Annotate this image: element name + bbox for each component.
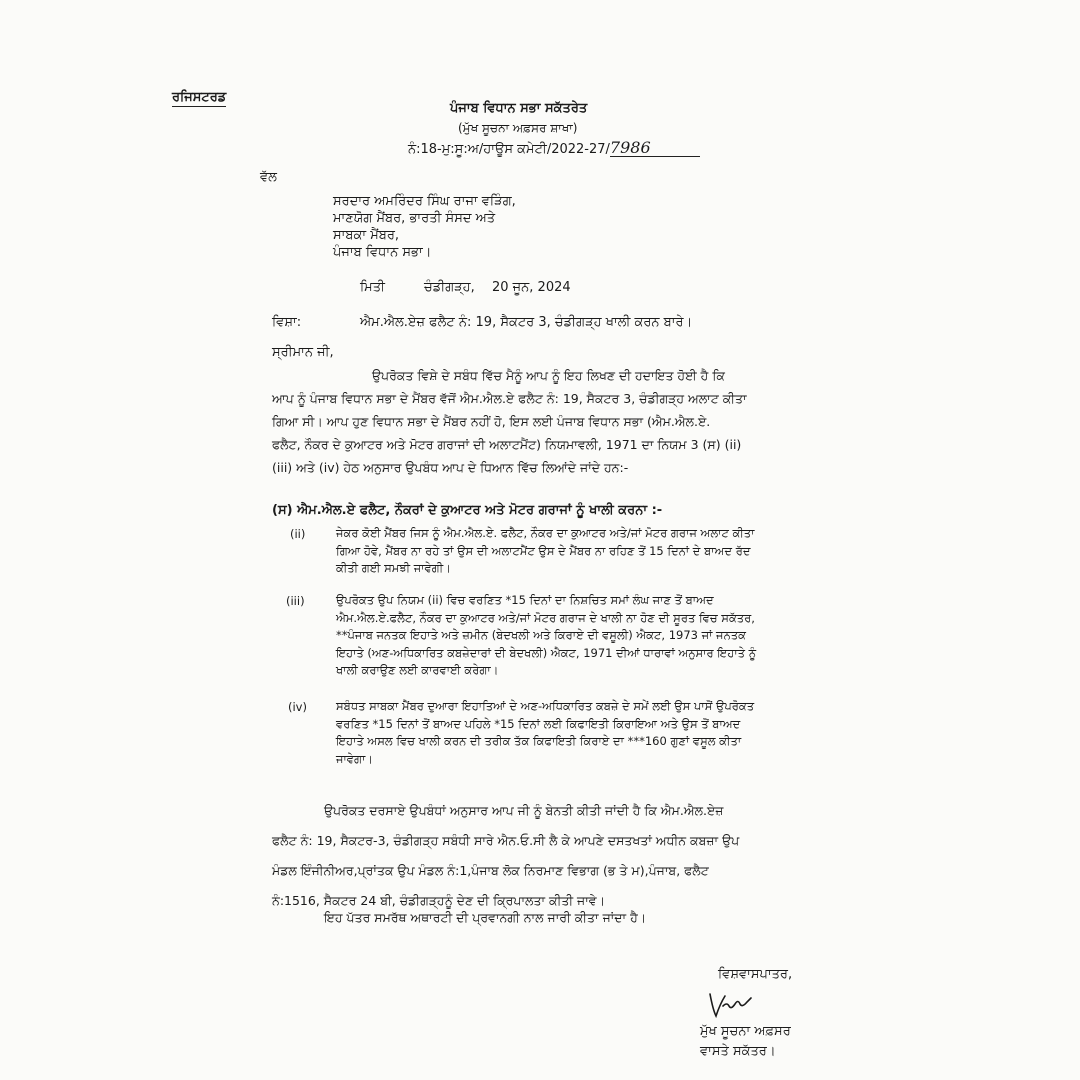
signature-mark [707,990,759,1020]
paragraph-line: ਆਪ ਨੂੰ ਪੰਜਾਬ ਵਿਧਾਨ ਸਭਾ ਦੇ ਮੈਂਬਰ ਵੱਜੋਂ ਐਮ.ਐਲ.ਏ ਫਲੈਟ ਨੰ: 19, ਸੈਕਟਰ 3, ਚੰਡੀਗੜ੍ਹ ਅਲਾਟ ਕੀਤਾ [272,391,747,406]
clause-line: **ਪੰਜਾਬ ਜਨਤਕ ਇਹਾਤੇ ਅਤੇ ਜ਼ਮੀਨ (ਬੇਦਖਲੀ ਅਤੇ ਕਿਰਾਏ ਦੀ ਵਸੂਲੀ) ਐਕਟ, 1973 ਜਾਂ ਜਨਤਕ [336,628,746,642]
paragraph-line: ਉਪਰੋਕਤ ਵਿਸ਼ੇ ਦੇ ਸਬੰਧ ਵਿੱਚ ਮੈਨੂੰ ਆਪ ਨੂੰ ਇਹ ਲਿਖਣ ਦੀ ਹਦਾਇਤ ਹੋਈ ਹੈ ਕਿ [372,368,725,383]
clause-line: ਖਾਲੀ ਕਰਾਉਣ ਲਈ ਕਾਰਵਾਈ ਕਰੇਗਾ। [336,663,499,677]
clause-line: ਇਹਾਤੇ ਅਸਲ ਵਿਚ ਖਾਲੀ ਕਰਨ ਦੀ ਤਰੀਕ ਤੱਕ ਕਿਫਾਇਤੀ ਕਿਰਾਏ ਦਾ ***160 ਗੁਣਾਂ ਵਸੂਲ ਕੀਤਾ [336,734,742,748]
paragraph-intro [272,364,812,479]
clause-line: ਜਾਵੇਗਾ। [336,751,374,766]
signatory-for: ਵਾਸਤੇ ਸਕੱਤਰ। [700,1044,776,1059]
date-place: ਚੰਡੀਗੜ੍ਹ, [424,280,475,295]
subject-label: ਵਿਸ਼ਾ: [272,315,302,330]
reference-number: 7986 [610,140,700,157]
clause-line: ਵਰਣਿਤ *15 ਦਿਨਾਂ ਤੋਂ ਬਾਅਦ ਪਹਿਲੇ *15 ਦਿਨਾਂ ਲਈ ਕਿਫਾਇਤੀ ਕਿਰਾਇਆ ਅਤੇ ਉਸ ਤੋਂ ਬਾਅਦ [336,716,741,731]
reference-line [408,140,700,158]
clause-line: ਗਿਆ ਹੋਵੇ, ਮੈਂਬਰ ਨਾ ਰਹੇ ਤਾਂ ਉਸ ਦੀ ਅਲਾਟਮੈਂਟ ਉਸ ਦੇ ਮੈਂਬਰ ਨਾ ਰਹਿਣ ਤੋਂ 15 ਦਿਨਾਂ ਦੇ ਬਾਅਦ ਰੱਦ [336,543,751,558]
branch-subheading: (ਮੁੱਖ ਸੂਚਨਾ ਅਫ਼ਸਰ ਸ਼ਾਖਾ) [458,121,578,135]
date-label: ਮਿਤੀ [360,280,385,295]
clause-line: ਜੇਕਰ ਕੋਈ ਮੈਂਬਰ ਜਿਸ ਨੂੰ ਐਮ.ਐਲ.ਏ. ਫਲੈਟ, ਨੌਕਰ ਦਾ ਕੁਆਟਰ ਅਤੇ/ਜਾਂ ਮੋਟਰ ਗਰਾਜ ਅਲਾਟ ਕੀਤਾ [336,526,755,540]
clause-iv [336,698,812,768]
recipient-line: ਸਰਦਾਰ ਅਮਰਿੰਦਰ ਸਿੰਘ ਰਾਜਾ ਵੜਿੰਗ, [333,194,516,209]
clause-number: (iii) [286,594,305,608]
clause-line: ਕੀਤੀ ਗਈ ਸਮਝੀ ਜਾਵੇਗੀ। [336,561,451,575]
paragraph-line: ਫਲੈਟ, ਨੌਕਰ ਦੇ ਕੁਆਟਰ ਅਤੇ ਮੋਟਰ ਗਰਾਜਾਂ ਦੀ ਅਲਾਟਮੈਂਟ) ਨਿਯਮਾਵਲੀ, 1971 ਦਾ ਨਿਯਮ 3 (ਸ) (ii) [272,437,742,452]
recipient-line: ਮਾਣਯੋਗ ਮੈਂਬਰ, ਭਾਰਤੀ ਸੰਸਦ ਅਤੇ [333,211,496,226]
paragraph-line: ਫਲੈਟ ਨੰ: 19, ਸੈਕਟਰ-3, ਚੰਡੀਗੜ੍ਹ ਸਬੰਧੀ ਸਾਰੇ ਐਨ.ਓ.ਸੀ ਲੈ ਕੇ ਆਪਣੇ ਦਸਤਖਤਾਂ ਅਧੀਨ ਕਬਜ਼ਾ ਉਪ [272,833,740,848]
office-heading: ਪੰਜਾਬ ਵਿਧਾਨ ਸਭਾ ਸਕੱਤਰੇਤ [450,101,588,116]
clause-ii [336,525,812,578]
reference-prefix: ਨੰ:18-ਮੁ:ਸੂ:ਅ/ਹਾਊਸ ਕਮੇਟੀ/2022-27/ [408,142,610,157]
to-label: ਵੱਲ [260,170,277,185]
paragraph-line: ਗਿਆ ਸੀ। ਆਪ ਹੁਣ ਵਿਧਾਨ ਸਭਾ ਦੇ ਮੈਂਬਰ ਨਹੀਂ ਹੋ, ਇਸ ਲਈ ਪੰਜਾਬ ਵਿਧਾਨ ਸਭਾ (ਐਮ.ਐਲ.ਏ. [272,414,711,429]
paragraph-line: ਨੰ:1516, ਸੈਕਟਰ 24 ਬੀ, ਚੰਡੀਗੜ੍ਹਨੂੰ ਦੇਣ ਦੀ ਕ੍ਰਿਪਾਲਤਾ ਕੀਤੀ ਜਾਵੇ। [272,893,606,908]
closing: ਵਿਸ਼ਵਾਸਪਾਤਰ, [718,967,793,982]
date-value: 20 ਜੂਨ, 2024 [492,280,571,295]
clause-line: ਸਬੰਧਤ ਸਾਬਕਾ ਮੈਂਬਰ ਦੁਆਰਾ ਇਹਾਤਿਆਂ ਦੇ ਅਣ-ਅਧਿਕਾਰਿਤ ਕਬਜ਼ੇ ਦੇ ਸਮੇਂ ਲਈ ਉਸ ਪਾਸੋਂ ਉਪਰੋਕਤ [336,699,755,713]
signatory-title: ਮੁੱਖ ਸੂਚਨਾ ਅਫ਼ਸਰ [700,1024,791,1039]
clause-line: ਉਪਰੋਕਤ ਉਪ ਨਿਯਮ (ii) ਵਿਚ ਵਰਣਿਤ *15 ਦਿਨਾਂ ਦਾ ਨਿਸ਼ਚਿਤ ਸਮਾਂ ਲੰਘ ਜਾਣ ਤੋਂ ਬਾਅਦ [336,593,714,607]
clause-line: ਇਹਾਤੇ (ਅਣ-ਅਧਿਕਾਰਿਤ ਕਬਜ਼ੇਦਾਰਾਂ ਦੀ ਬੇਦਖਲੀ) ਐਕਟ, 1971 ਦੀਆਂ ਧਾਰਾਵਾਂ ਅਨੁਸਾਰ ਇਹਾਤੇ ਨੂੰ [336,645,757,660]
recipient-line: ਪੰਜਾਬ ਵਿਧਾਨ ਸਭਾ। [333,245,432,260]
recipient-address [333,193,516,261]
subject-text: ਐਮ.ਐਲ.ਏਜ਼ ਫਲੈਟ ਨੰ: 19, ਸੈਕਟਰ 3, ਚੰਡੀਗੜ੍ਹ ਖਾਲੀ ਕਰਨ ਬਾਰੇ। [360,315,693,330]
paragraph-line: ਮੰਡਲ ਇੰਜੀਨੀਅਰ,ਪ੍ਰਾਂਤਕ ਉਪ ਮੰਡਲ ਨੰ:1,ਪੰਜਾਬ ਲੋਕ ਨਿਰਮਾਣ ਵਿਭਾਗ (ਭ ਤੇ ਮ),ਪੰਜਾਬ, ਫਲੈਟ [272,863,709,878]
paragraph-line: ਉਪਰੋਕਤ ਦਰਸਾਏ ਉਪਬੰਧਾਂ ਅਨੁਸਾਰ ਆਪ ਜੀ ਨੂੰ ਬੇਨਤੀ ਕੀਤੀ ਜਾਂਦੀ ਹੈ ਕਿ ਐਮ.ਐਲ.ਏਜ਼ [324,803,724,818]
paragraph-line: (iii) ਅਤੇ (iv) ਹੇਠ ਅਨੁਸਾਰ ਉਪਬੰਧ ਆਪ ਦੇ ਧਿਆਨ ਵਿੱਚ ਲਿਆਂਦੇ ਜਾਂਦੇ ਹਨ:- [272,460,629,475]
clause-iii [336,592,812,680]
paragraph-request [272,796,812,916]
clause-number: (iv) [288,700,307,714]
issued-line: ਇਹ ਪੱਤਰ ਸਮਰੱਥ ਅਥਾਰਟੀ ਦੀ ਪ੍ਰਵਾਨਗੀ ਨਾਲ ਜਾਰੀ ਕੀਤਾ ਜਾਂਦਾ ਹੈ। [324,910,647,925]
rule-heading: (ਸ) ਐਮ.ਐਲ.ਏ ਫਲੈਟ, ਨੌਕਰਾਂ ਦੇ ਕੁਆਟਰ ਅਤੇ ਮੋਟਰ ਗਰਾਜਾਂ ਨੂੰ ਖਾਲੀ ਕਰਨਾ :- [272,503,663,518]
clause-number: (ii) [290,527,306,541]
recipient-line: ਸਾਬਕਾ ਮੈਂਬਰ, [333,228,400,243]
salutation: ਸ੍ਰੀਮਾਨ ਜੀ, [272,345,334,360]
clause-line: ਐਮ.ਐਲ.ਏ.ਫਲੈਟ, ਨੌਕਰ ਦਾ ਕੁਆਟਰ ਅਤੇ/ਜਾਂ ਮੋਟਰ ਗਰਾਜ ਦੇ ਖਾਲੀ ਨਾ ਹੋਣ ਦੀ ਸੂਰਤ ਵਿਚ ਸਕੱਤਰ, [336,610,755,625]
registered-label: ਰਜਿਸਟਰਡ [172,90,227,105]
